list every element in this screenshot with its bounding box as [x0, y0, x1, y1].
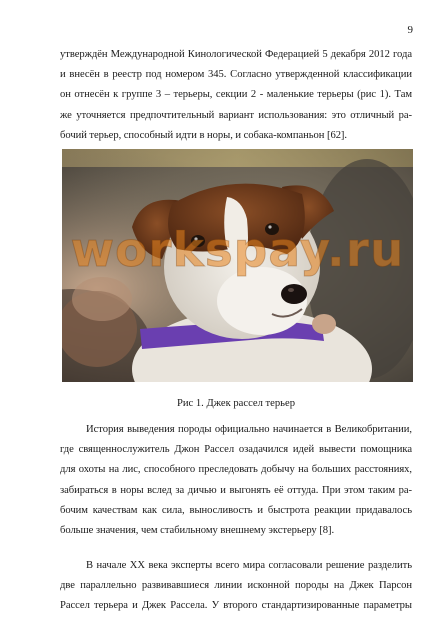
paragraph-line: Рассел терьера и Джек Рассела. У второго стандартизированные параметры: [60, 600, 412, 612]
paragraph-line: История выведения породы официально начинается в Великобритании,: [86, 424, 412, 435]
paragraph-line: забираться в норы вслед за дичью и выгонять её оттуда. При этом таким ра-: [60, 484, 412, 496]
paragraph-line: он отнесён к группе 3 – терьеры, секции 2 - маленькие терьеры (рис 1). Там: [60, 89, 412, 101]
figure-caption: Рис 1. Джек рассел терьер: [176, 398, 296, 409]
paragraph-line: бочим качествам как сила, выносливость и быстрота реакции придавалось: [60, 504, 412, 516]
watermark-text: workspay.ru: [70, 223, 405, 278]
paragraph-3: [60, 556, 412, 617]
paragraph-line: две параллельно развивавшиеся линии исконной породы на Джек Парсон: [60, 580, 412, 592]
paragraph-line: утверждён Международной Кинологической Федерацией 5 декабря 2012 года: [60, 49, 412, 60]
paragraph-line: бочий терьер, способный идти в норы, и собака-компаньон [62].: [60, 129, 348, 141]
paragraph-line: же уточняется предпочтительный вариант использования: это отличный ра-: [60, 109, 412, 121]
paragraph-2: [60, 420, 412, 541]
paragraph-1: [60, 45, 412, 146]
paragraph-line: где священнослужитель Джон Рассел озадачился идей вывести помощника: [60, 444, 412, 456]
paragraph-line: и внесён в реестр под номером 345. Согласно утвержденной классификации: [60, 69, 412, 81]
paragraph-line: больше значения, чем стабильному внешнему экстерьеру [8].: [60, 525, 335, 537]
paragraph-line: для охоты на лис, способного преследовать добычу на больших расстояниях,: [60, 464, 412, 476]
page-number: 9: [407, 24, 413, 36]
figure-jack-russell-photo: [62, 149, 413, 382]
paragraph-line: В начале XX века эксперты всего мира согласовали решение разделить: [86, 560, 412, 571]
